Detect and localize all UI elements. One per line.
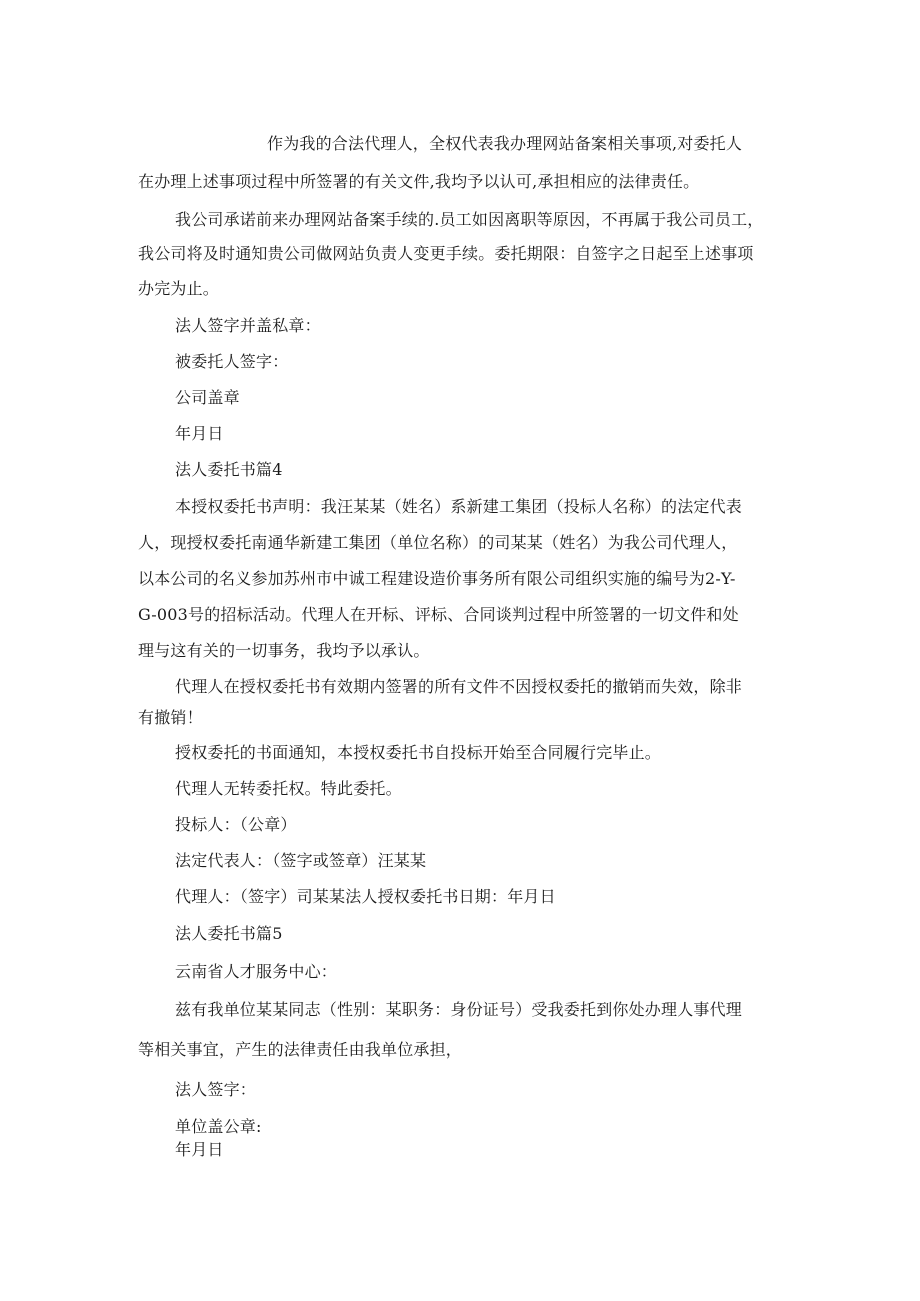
date-label: 年月日	[175, 1140, 224, 1159]
body-line: 代理人无转委托权。特此委托。	[175, 779, 402, 798]
body-line: 本授权委托书声明：我汪某某（姓名）系新建工集团（投标人名称）的法定代表	[175, 497, 743, 516]
signature-label: 投标人：（公章）	[175, 815, 297, 834]
body-line: 作为我的合法代理人，全权代表我办理网站备案相关事项,对委托人	[267, 134, 743, 153]
body-line: 代理人在授权委托书有效期内签署的所有文件不因授权委托的撤销而失效，除非	[175, 677, 743, 696]
signature-label: 法人签字：	[175, 1080, 257, 1099]
body-line: 我公司将及时通知贵公司做网站负责人变更手续。委托期限：自签字之日起至上述事项	[138, 244, 754, 263]
signature-label: 法人签字并盖私章：	[175, 316, 321, 335]
body-line: 理与这有关的一切事务，我均予以承认。	[138, 641, 430, 660]
body-line: 在办理上述事项过程中所签署的有关文件,我均予以认可,承担相应的法律责任。	[138, 172, 700, 191]
body-line: 有撤销！	[138, 708, 203, 727]
addressee-line: 云南省人才服务中心：	[175, 962, 338, 981]
signature-label: 法定代表人：（签字或签章）汪某某	[175, 851, 427, 870]
seal-label: 公司盖章	[175, 388, 240, 407]
section-heading: 法人委托书篇4	[175, 460, 283, 479]
body-line: 授权委托的书面通知，本授权委托书自投标开始至合同履行完毕止。	[175, 743, 662, 762]
signature-label: 代理人：（签字）司某某法人授权委托书日期：年月日	[175, 887, 556, 906]
section-heading: 法人委托书篇5	[175, 924, 283, 943]
body-line: 等相关事宜，产生的法律责任由我单位承担，	[138, 1040, 463, 1059]
body-line: 以本公司的名义参加苏州市中诚工程建设造价事务所有限公司组织实施的编号为2-Y-	[138, 569, 736, 588]
body-line: G-003号的招标活动。代理人在开标、评标、合同谈判过程中所签署的一切文件和处	[138, 605, 739, 624]
body-line: 人，现授权委托南通华新建工集团（单位名称）的司某某（姓名）为我公司代理人，	[138, 533, 738, 552]
date-label: 年月日	[175, 424, 224, 443]
body-line: 兹有我单位某某同志（性别：某职务：身份证号）受我委托到你处办理人事代理	[175, 1000, 743, 1019]
body-line: 办完为止。	[138, 279, 220, 298]
body-line: 我公司承诺前来办理网站备案手续的.员工如因离职等原因，不再属于我公司员工，	[175, 210, 764, 229]
seal-label: 单位盖公章:	[175, 1117, 262, 1136]
signature-label: 被委托人签字：	[175, 352, 289, 371]
